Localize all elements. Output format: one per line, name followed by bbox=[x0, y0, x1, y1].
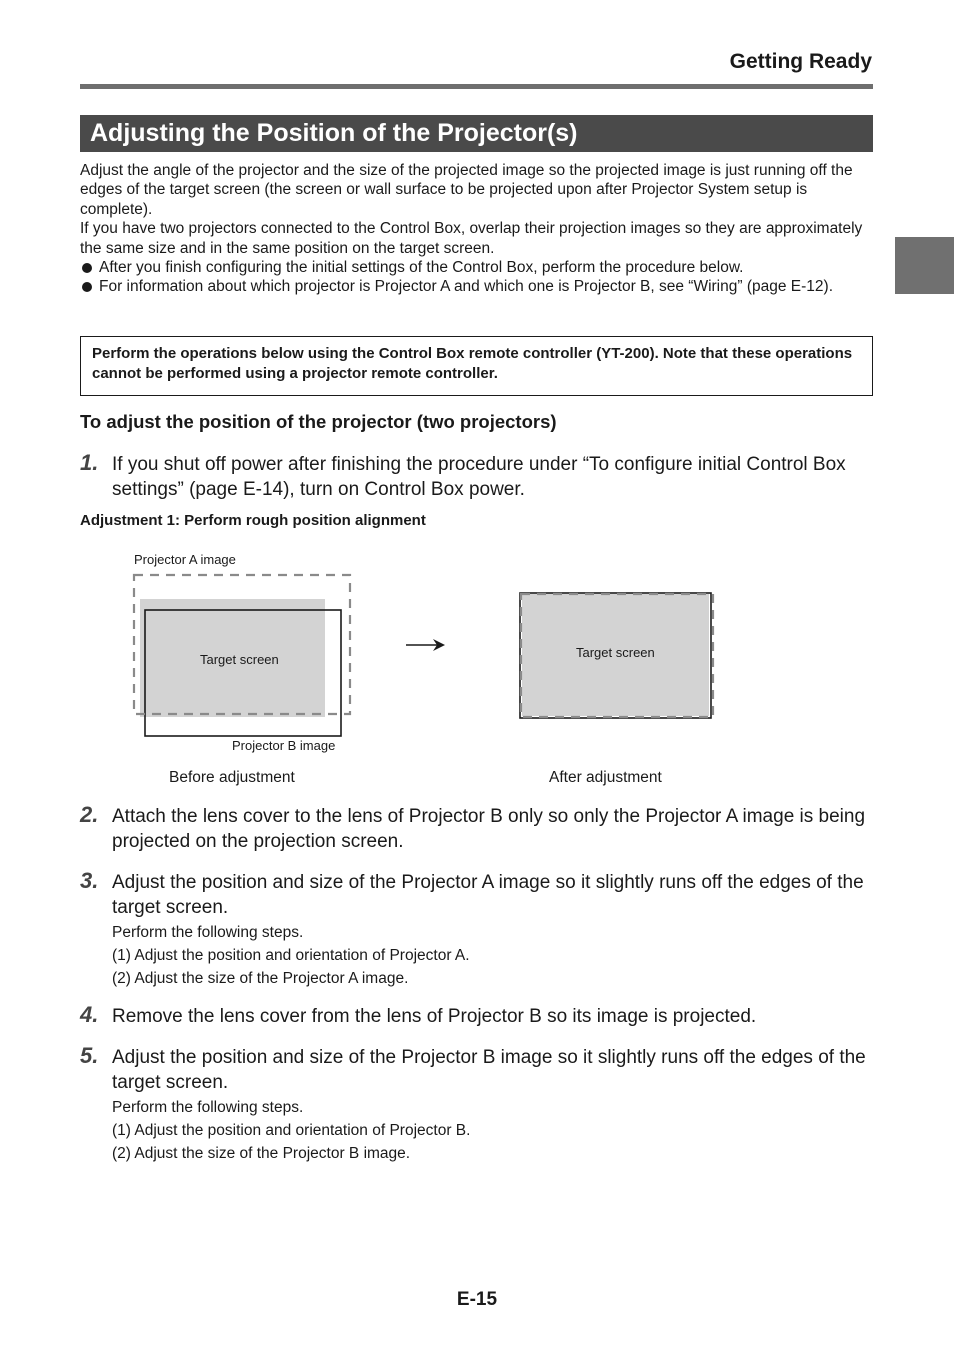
substep-item: (2) Adjust the size of the Projector A image. bbox=[112, 970, 409, 987]
intro-paragraph-2: If you have two projectors connected to the Control Box, overlap their projection images so they are approximately the same size and in the same position on the target screen. bbox=[80, 220, 863, 257]
page-number: E-15 bbox=[456, 1289, 498, 1310]
step-number: 3. bbox=[80, 868, 99, 893]
step-text: Remove the lens cover from the lens of Projector B so its image is projected. bbox=[112, 1006, 757, 1027]
step-4 bbox=[80, 1004, 880, 1029]
section-label: Getting Ready bbox=[729, 50, 872, 73]
procedure-heading: To adjust the position of the projector (two projectors) bbox=[80, 411, 557, 432]
substep-intro: Perform the following steps. bbox=[112, 924, 304, 941]
bullet-item bbox=[80, 258, 880, 277]
target-screen-label-after: Target screen bbox=[576, 645, 655, 660]
arrow-icon bbox=[406, 639, 445, 651]
bullet-icon bbox=[82, 282, 92, 292]
after-caption: After adjustment bbox=[549, 769, 662, 786]
step-text: Adjust the position and size of the Projector A image so it slightly runs off the edges of the target screen. bbox=[112, 872, 864, 918]
bullet-item bbox=[80, 277, 880, 296]
note-box: Perform the operations below using the Control Box remote controller (YT-200). Note that these operations cannot be performed using a projector remote controller. bbox=[80, 336, 873, 396]
substep-item: (1) Adjust the position and orientation of Projector B. bbox=[112, 1122, 471, 1139]
page-title: Adjusting the Position of the Projector(s) bbox=[80, 115, 873, 152]
bullet-text: After you finish configuring the initial settings of the Control Box, perform the procedure below. bbox=[99, 259, 744, 277]
step-number: 5. bbox=[80, 1043, 99, 1068]
before-caption: Before adjustment bbox=[169, 769, 295, 786]
step-text: Attach the lens cover to the lens of Projector B only so only the Projector A image is being projected on the projection screen. bbox=[112, 806, 866, 852]
substep-intro: Perform the following steps. bbox=[112, 1099, 304, 1116]
step-substeps bbox=[112, 921, 880, 990]
step-5 bbox=[80, 1045, 880, 1165]
step-3 bbox=[80, 870, 880, 990]
step-1 bbox=[80, 452, 880, 502]
bullet-icon bbox=[82, 263, 92, 273]
bullet-text: For information about which projector is Projector A and which one is Projector B, see “Wiring” (page E-12). bbox=[99, 278, 833, 296]
target-screen-label-before: Target screen bbox=[200, 652, 279, 667]
intro-paragraph-1: Adjust the angle of the projector and the size of the projected image so the projected image is just running off the edges of the target screen (the screen or wall surface to be projected upon after Projector System setup is complete). bbox=[80, 162, 853, 218]
header-rule bbox=[80, 84, 873, 89]
step-number: 2. bbox=[80, 802, 99, 827]
step-number: 4. bbox=[80, 1002, 99, 1027]
step-substeps bbox=[112, 1096, 880, 1165]
step-text: Adjust the position and size of the Projector B image so it slightly runs off the edges of the target screen. bbox=[112, 1047, 866, 1093]
projector-b-label: Projector B image bbox=[232, 738, 336, 753]
step-number: 1. bbox=[80, 450, 99, 475]
projector-a-label: Projector A image bbox=[134, 552, 236, 567]
chapter-tab bbox=[895, 237, 954, 294]
substep-item: (1) Adjust the position and orientation of Projector A. bbox=[112, 947, 470, 964]
substep-item: (2) Adjust the size of the Projector B image. bbox=[112, 1145, 411, 1162]
intro-text bbox=[80, 161, 880, 297]
step-text: If you shut off power after finishing the procedure under “To configure initial Control Box settings” (page E-14), turn on Control Box power. bbox=[112, 454, 846, 500]
step-2 bbox=[80, 804, 880, 854]
adjustment-heading: Adjustment 1: Perform rough position alignment bbox=[80, 512, 426, 529]
